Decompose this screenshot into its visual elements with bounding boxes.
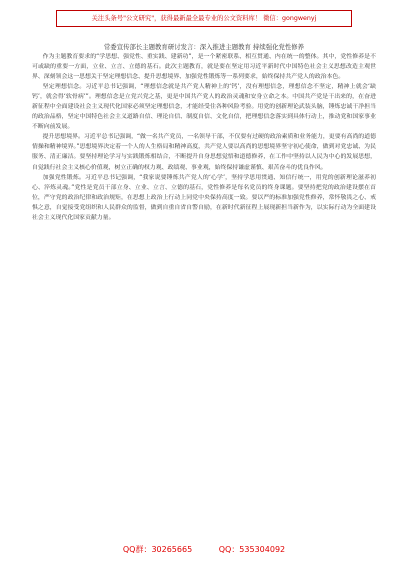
qq-group-text: QQ群：30265665 [122, 545, 193, 554]
qq-number-text: QQ：535304092 [218, 545, 286, 554]
paragraph: 提升思想境界。习近平总书记强调，“做一名共产党员，一名领导干部，不仅要有过硬的政治素质和业务能力，更要有高尚的道德情操和精神境界。”思想境界决定着一个人的人生格局和精神高度，共产党人要以高尚的思想境界坚守初心使命，做到对党忠诚、为民服务、清正廉洁。要坚持理论学习与实践锻炼相结合，不断提升自身思想觉悟和道德修养，在工作中坚持以人民为中心的发展思想，自觉践行社会主义核心价值观，树立正确的权力观、政绩观、事业观，始终保持谦虚谨慎、艰苦奋斗的优良作风。 [32, 134, 376, 171]
paragraph: 加强党性锻炼。习近平总书记强调，“我家说要锤炼共产党人的‘心学’，坚持学思用贯通、知信行统一，用党的创新理论滋养初心、淬炼灵魂。”党性是党员干部立身、立业、立言、立德的基石，党性修养是每名党员的终身课题。要坚持把党的政治建设摆在首位，严守党的政治纪律和政治规矩，在思想上政治上行动上同党中央保持高度一致。要以严的标准加强党性修养，常怀敬畏之心、戒惧之意，自觉接受党组织和人民群众的监督，做到自重自省自警自励，在新时代新征程上展现新担当新作为，以实际行动为全面建设社会主义现代化国家贡献力量。 [32, 174, 376, 221]
footer-contact [0, 544, 408, 555]
promo-banner: 关注头条号"公文研究"，获得最新最全最专业的公文资料库！ 微信：gongwenyj [56, 10, 352, 27]
document-body [32, 52, 376, 223]
paragraph: 作为主题教育要求的“学思想、强党性、重实践、建新功”，是一个紧密联系、相互贯通、内在统一的整体。其中，党性修养是不可或缺的重要一方面，立业、立言、立德的基石。此次主题教育，就是要在坚定用习近平新时代中国特色社会主义思想改造主观世界、深刻领会这一思想关于坚定理想信念、提升思想境界、加强党性锻炼等一系列要求，始终保持共产党人的政治本色。 [32, 54, 376, 81]
paragraph: 坚定理想信念。习近平总书记强调，“理想信念就是共产党人精神上的‘钙’，没有理想信念，理想信念不坚定，精神上就会‘缺钙’，就会得‘软骨病’”。理想信念是立党兴党之基，更是中国共产党人的政治灵魂和安身立命之本。中国共产党是干出来的，在奋进新征程中全面建设社会主义现代化国家必须坚定理想信念，才能经受住各种风险考验。用党的创新理论武装头脑，锤炼忠诚干净担当的政治品格，坚定中国特色社会主义道路自信、理论自信、制度自信、文化自信，把理想信念落实到具体行动上，推动党和国家事业不断向前发展。 [32, 84, 376, 131]
document-title: 常委宣传部长主题教育研讨发言：深入推进主题教育 持续强化党性修养 [103, 43, 305, 51]
